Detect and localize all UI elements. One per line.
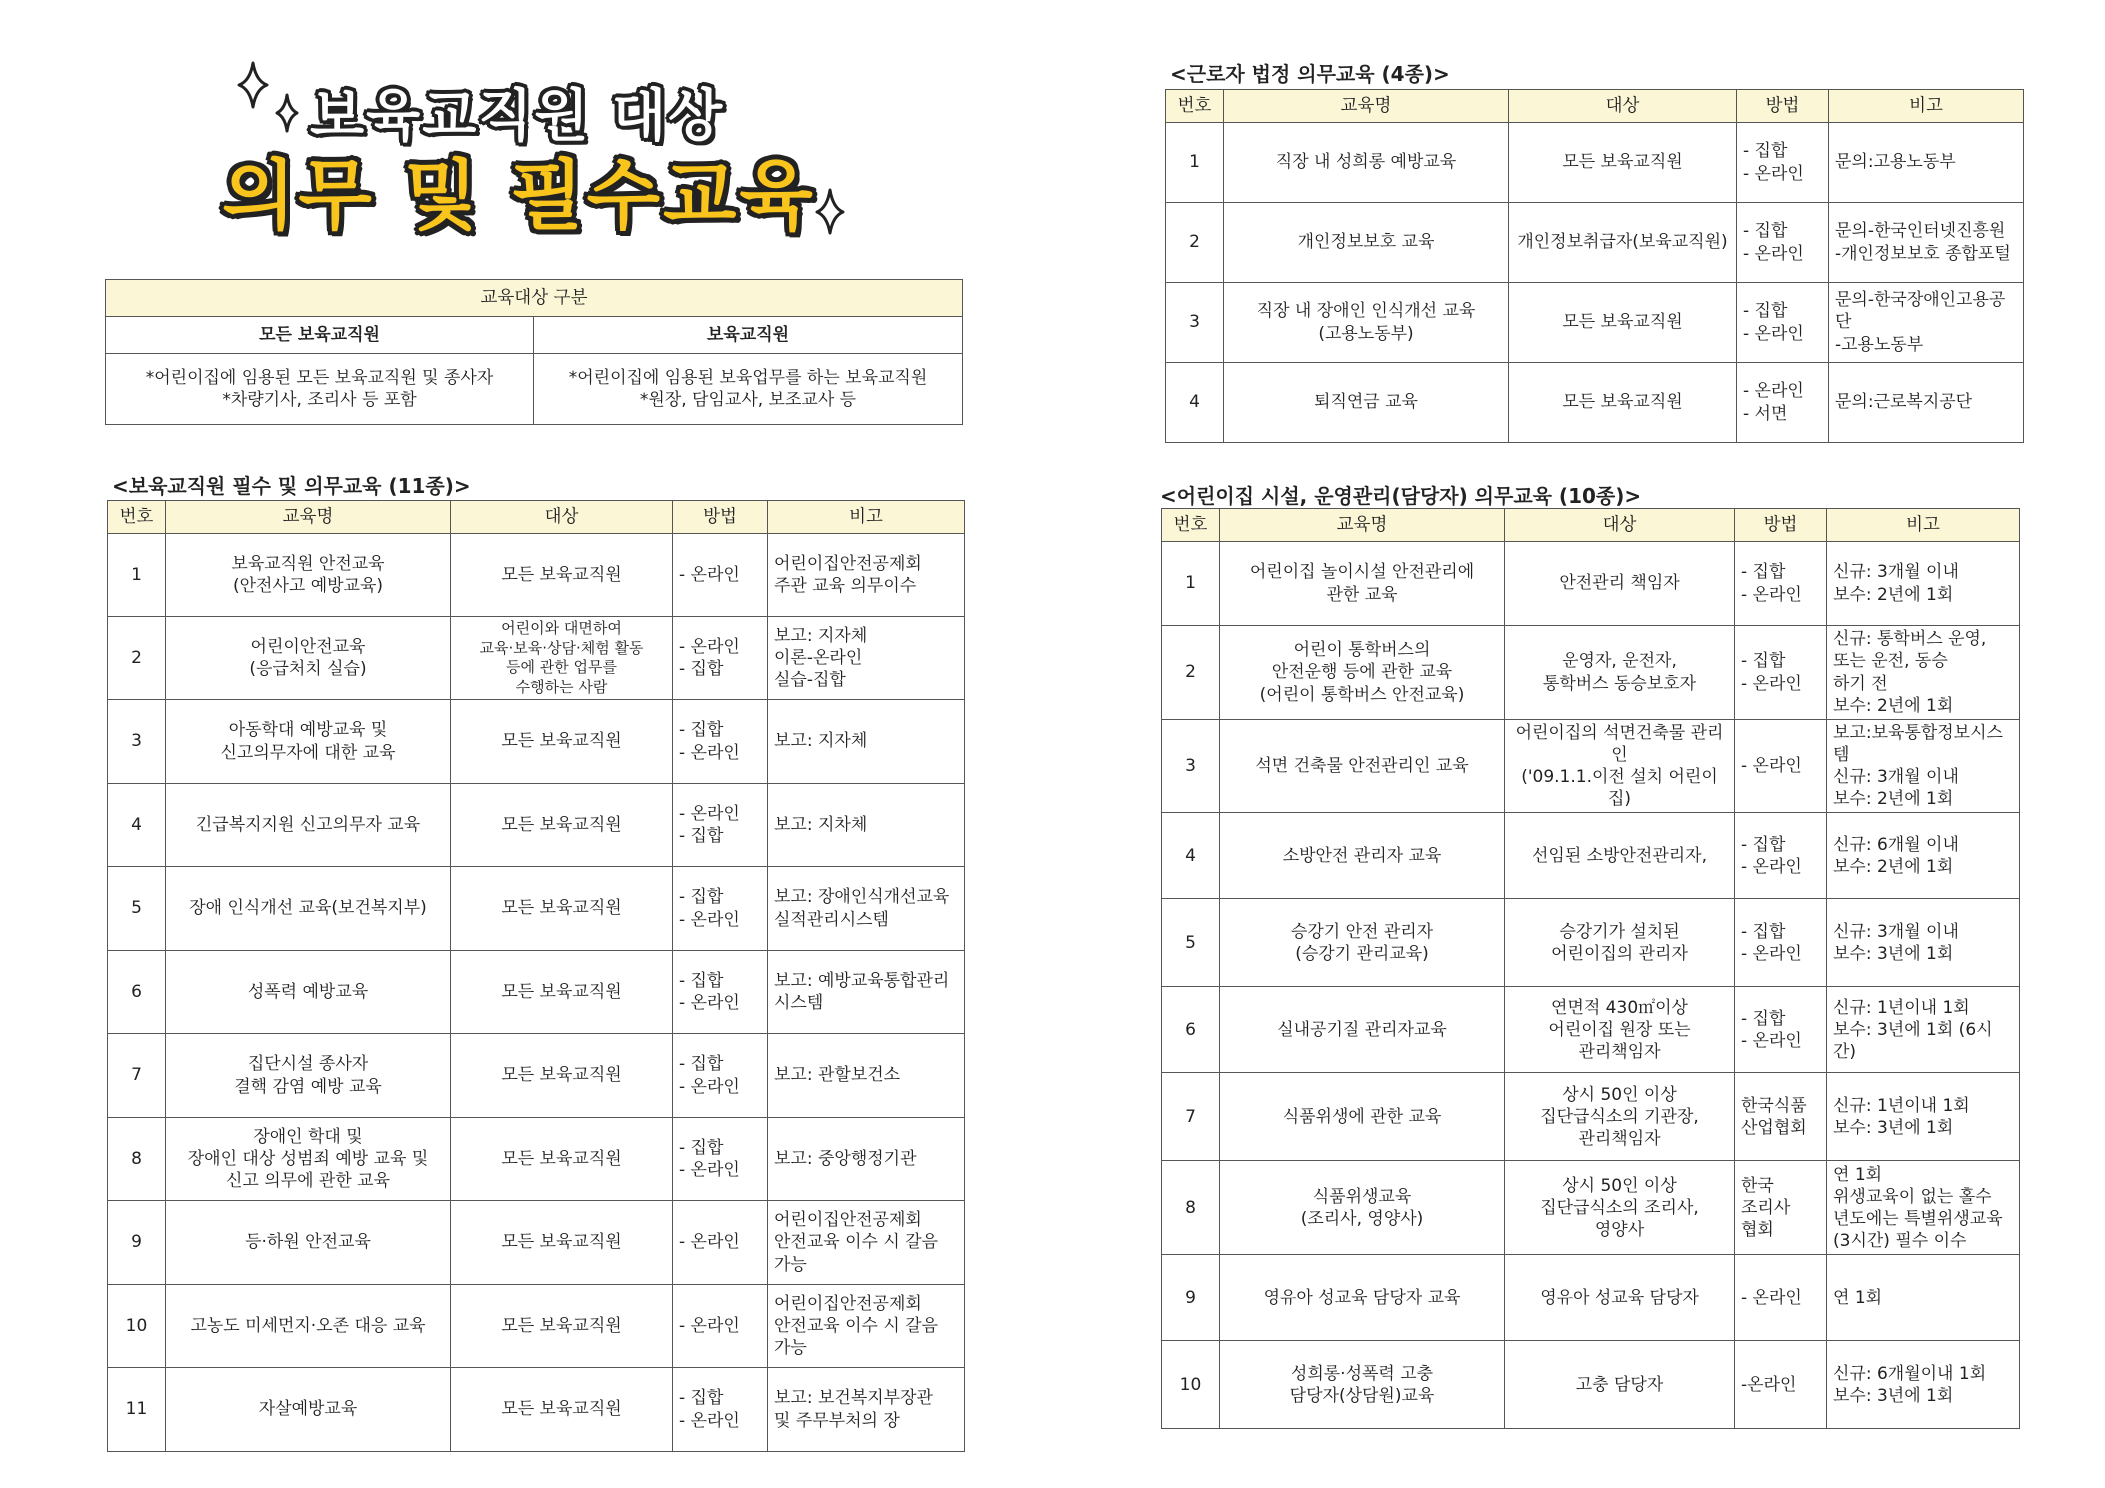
cell-name: 아동학대 예방교육 및 신고의무자에 대한 교육 [166, 700, 451, 784]
table-row [1162, 720, 2020, 813]
cell-method: - 온라인 [673, 534, 768, 617]
cell-name: 소방안전 관리자 교육 [1220, 813, 1505, 899]
cell-note: 신규: 6개월이내 1회 보수: 3년에 1회 [1827, 1341, 2020, 1429]
cell-no: 2 [1166, 203, 1224, 283]
table-row [1166, 283, 2024, 363]
cell-no: 5 [1162, 899, 1220, 987]
cell-target: 어린이집의 석면건축물 관리인 ('09.1.1.이전 설치 어린이집) [1505, 720, 1735, 813]
cell-method: - 집합 - 온라인 [1735, 542, 1827, 626]
header-name: 교육명 [1220, 509, 1505, 542]
cell-name: 자살예방교육 [166, 1368, 451, 1452]
cell-method: - 집합 - 온라인 [673, 1034, 768, 1118]
header-method: 방법 [1735, 509, 1827, 542]
cell-no: 2 [1162, 626, 1220, 720]
table-row [108, 1118, 965, 1201]
cell-target: 모든 보육교직원 [451, 534, 673, 617]
header-name: 교육명 [1224, 90, 1509, 123]
target-table [105, 279, 963, 425]
table-row [1162, 1073, 2020, 1161]
cell-name: 어린이집 놀이시설 안전관리에 관한 교육 [1220, 542, 1505, 626]
cell-name: 직장 내 성희롱 예방교육 [1224, 123, 1509, 203]
section-a-table [107, 500, 965, 1452]
cell-note: 보고: 보건복지부장관 및 주무부처의 장 [768, 1368, 965, 1452]
cell-target: 개인정보취급자(보육교직원) [1509, 203, 1737, 283]
cell-no: 4 [1166, 363, 1224, 443]
cell-target: 고충 담당자 [1505, 1341, 1735, 1429]
cell-note: 문의-한국장애인고용공단 -고용노동부 [1829, 283, 2024, 363]
target-col2-header: 보육교직원 [534, 317, 963, 354]
cell-target: 모든 보육교직원 [451, 1201, 673, 1285]
cell-method: - 온라인 [673, 1201, 768, 1285]
cell-target: 상시 50인 이상 집단급식소의 조리사, 영양사 [1505, 1161, 1735, 1255]
table-row [1162, 899, 2020, 987]
section-a-title: <보육교직원 필수 및 의무교육 (11종)> [112, 474, 471, 498]
cell-note: 보고: 지자체 [768, 700, 965, 784]
target-col1-line2: *차량기사, 조리사 등 포함 [222, 390, 417, 410]
cell-no: 3 [1166, 283, 1224, 363]
cell-method: - 집합 - 온라인 [1737, 203, 1829, 283]
table-row [1162, 542, 2020, 626]
cell-name: 승강기 안전 관리자 (승강기 관리교육) [1220, 899, 1505, 987]
cell-no: 4 [1162, 813, 1220, 899]
cell-method: - 온라인 - 서면 [1737, 363, 1829, 443]
cell-method: - 온라인 - 집합 [673, 617, 768, 700]
cell-note: 문의:고용노동부 [1829, 123, 2024, 203]
cell-name: 식품위생교육 (조리사, 영양사) [1220, 1161, 1505, 1255]
section-c-table [1161, 508, 2020, 1429]
cell-no: 6 [108, 951, 166, 1034]
header-name: 교육명 [166, 501, 451, 534]
table-row [108, 784, 965, 867]
cell-name: 등·하원 안전교육 [166, 1201, 451, 1285]
header-method: 방법 [673, 501, 768, 534]
cell-note: 신규: 3개월 이내 보수: 2년에 1회 [1827, 542, 2020, 626]
table-row [108, 951, 965, 1034]
cell-target: 모든 보육교직원 [451, 867, 673, 951]
cell-method: - 온라인 [1735, 720, 1827, 813]
table-row [1166, 123, 2024, 203]
cell-target: 어린이와 대면하여 교육·보육·상담·체험 활동 등에 관한 업무를 수행하는 사람 [451, 617, 673, 700]
cell-target: 모든 보육교직원 [1509, 123, 1737, 203]
cell-target: 연면적 430㎡이상 어린이집 원장 또는 관리책임자 [1505, 987, 1735, 1073]
cell-no: 10 [108, 1285, 166, 1368]
cell-no: 7 [108, 1034, 166, 1118]
target-col2-line1: *어린이집에 임용된 보육업무를 하는 보육교직원 [568, 367, 928, 388]
table-row [108, 534, 965, 617]
cell-method: - 집합 - 온라인 [673, 1118, 768, 1201]
cell-no: 7 [1162, 1073, 1220, 1161]
cell-target: 모든 보육교직원 [451, 1118, 673, 1201]
section-c-title: <어린이집 시설, 운영관리(담당자) 의무교육 (10종)> [1160, 484, 1642, 508]
table-row [108, 1201, 965, 1285]
target-col1-line1: *어린이집에 임용된 모든 보육교직원 및 종사자 [145, 367, 494, 388]
cell-no: 8 [1162, 1161, 1220, 1255]
target-col1-desc [106, 354, 534, 425]
page-title-line1: 보육교직원 대상 [310, 84, 725, 149]
cell-name: 개인정보보호 교육 [1224, 203, 1509, 283]
cell-name: 영유아 성교육 담당자 교육 [1220, 1255, 1505, 1341]
cell-note: 보고: 지자체 이론-온라인 실습-집합 [768, 617, 965, 700]
cell-method: - 집합 - 온라인 [1735, 813, 1827, 899]
cell-note: 연 1회 [1827, 1255, 2020, 1341]
table-row [108, 867, 965, 951]
cell-note: 문의:근로복지공단 [1829, 363, 2024, 443]
header-no: 번호 [1162, 509, 1220, 542]
cell-target: 선임된 소방안전관리자, [1505, 813, 1735, 899]
header-no: 번호 [108, 501, 166, 534]
cell-method: - 집합 - 온라인 [673, 951, 768, 1034]
cell-no: 2 [108, 617, 166, 700]
cell-note: 신규: 1년이내 1회 보수: 3년에 1회 (6시간) [1827, 987, 2020, 1073]
table-row [108, 1368, 965, 1452]
cell-no: 1 [108, 534, 166, 617]
cell-name: 장애인 학대 및 장애인 대상 성범죄 예방 교육 및 신고 의무에 관한 교육 [166, 1118, 451, 1201]
cell-note: 보고: 장애인식개선교육 실적관리시스템 [768, 867, 965, 951]
header-note: 비고 [768, 501, 965, 534]
table-row [1162, 626, 2020, 720]
section-b-title: <근로자 법정 의무교육 (4종)> [1170, 62, 1450, 86]
cell-note: 연 1회 위생교육이 없는 홀수 년도에는 특별위생교육 (3시간) 필수 이수 [1827, 1161, 2020, 1255]
cell-note: 보고: 예방교육통합관리 시스템 [768, 951, 965, 1034]
cell-no: 1 [1162, 542, 1220, 626]
table-row [1166, 363, 2024, 443]
cell-method: -온라인 [1735, 1341, 1827, 1429]
cell-no: 4 [108, 784, 166, 867]
cell-note: 어린이집안전공제회 안전교육 이수 시 갈음 가능 [768, 1285, 965, 1368]
cell-no: 5 [108, 867, 166, 951]
cell-method: - 온라인 [673, 1285, 768, 1368]
cell-no: 6 [1162, 987, 1220, 1073]
cell-no: 1 [1166, 123, 1224, 203]
cell-method: - 온라인 - 집합 [673, 784, 768, 867]
cell-name: 긴급복지지원 신고의무자 교육 [166, 784, 451, 867]
header-note: 비고 [1829, 90, 2024, 123]
page-title-line2: 의무 및 필수교육 [222, 151, 816, 240]
table-row [1162, 1161, 2020, 1255]
cell-target: 운영자, 운전자, 통학버스 동승보호자 [1505, 626, 1735, 720]
table-row [1162, 813, 2020, 899]
table-row [1162, 1341, 2020, 1429]
table-row [108, 1285, 965, 1368]
cell-name: 고농도 미세먼지·오존 대응 교육 [166, 1285, 451, 1368]
cell-target: 영유아 성교육 담당자 [1505, 1255, 1735, 1341]
cell-target: 모든 보육교직원 [451, 700, 673, 784]
cell-target: 모든 보육교직원 [451, 784, 673, 867]
cell-name: 장애 인식개선 교육(보건복지부) [166, 867, 451, 951]
cell-no: 10 [1162, 1341, 1220, 1429]
cell-note: 문의-한국인터넷진흥원 -개인정보보호 종합포털 [1829, 203, 2024, 283]
cell-target: 모든 보육교직원 [451, 1034, 673, 1118]
cell-method: - 집합 - 온라인 [673, 867, 768, 951]
cell-note: 보고: 관할보건소 [768, 1034, 965, 1118]
table-row [1166, 203, 2024, 283]
cell-target: 모든 보육교직원 [451, 1285, 673, 1368]
cell-note: 신규: 6개월 이내 보수: 2년에 1회 [1827, 813, 2020, 899]
cell-target: 모든 보육교직원 [451, 951, 673, 1034]
cell-target: 상시 50인 이상 집단급식소의 기관장, 관리책임자 [1505, 1073, 1735, 1161]
cell-note: 어린이집안전공제회 안전교육 이수 시 갈음 가능 [768, 1201, 965, 1285]
cell-method: - 집합 - 온라인 [1737, 123, 1829, 203]
cell-name: 식품위생에 관한 교육 [1220, 1073, 1505, 1161]
cell-name: 어린이 통학버스의 안전운행 등에 관한 교육 (어린이 통학버스 안전교육) [1220, 626, 1505, 720]
target-col1-header: 모든 보육교직원 [106, 317, 534, 354]
cell-note: 어린이집안전공제회 주관 교육 의무이수 [768, 534, 965, 617]
target-table-title: 교육대상 구분 [106, 280, 963, 317]
header-target: 대상 [1505, 509, 1735, 542]
cell-name: 어린이안전교육 (응급처치 실습) [166, 617, 451, 700]
cell-name: 성희롱·성폭력 고충 담당자(상담원)교육 [1220, 1341, 1505, 1429]
cell-name: 석면 건축물 안전관리인 교육 [1220, 720, 1505, 813]
cell-name: 직장 내 장애인 인식개선 교육 (고용노동부) [1224, 283, 1509, 363]
cell-no: 8 [108, 1118, 166, 1201]
cell-note: 보고:보육통합정보시스템 신규: 3개월 이내 보수: 2년에 1회 [1827, 720, 2020, 813]
table-row [108, 617, 965, 700]
cell-target: 모든 보육교직원 [1509, 363, 1737, 443]
table-row [108, 1034, 965, 1118]
cell-name: 실내공기질 관리자교육 [1220, 987, 1505, 1073]
cell-note: 신규: 통학버스 운영, 또는 운전, 동승 하기 전 보수: 2년에 1회 [1827, 626, 2020, 720]
cell-method: - 집합 - 온라인 [1735, 626, 1827, 720]
cell-method: - 온라인 [1735, 1255, 1827, 1341]
cell-target: 모든 보육교직원 [451, 1368, 673, 1452]
target-col2-desc [534, 354, 963, 425]
cell-target: 안전관리 책임자 [1505, 542, 1735, 626]
cell-method: - 집합 - 온라인 [673, 700, 768, 784]
cell-method: 한국식품 산업협회 [1735, 1073, 1827, 1161]
cell-method: - 집합 - 온라인 [1735, 899, 1827, 987]
cell-name: 집단시설 종사자 결핵 감염 예방 교육 [166, 1034, 451, 1118]
cell-method: - 집합 - 온라인 [673, 1368, 768, 1452]
cell-target: 승강기가 설치된 어린이집의 관리자 [1505, 899, 1735, 987]
table-row [108, 700, 965, 784]
header-target: 대상 [451, 501, 673, 534]
header-note: 비고 [1827, 509, 2020, 542]
table-row [1162, 987, 2020, 1073]
cell-name: 성폭력 예방교육 [166, 951, 451, 1034]
table-row [1162, 1255, 2020, 1341]
cell-target: 모든 보육교직원 [1509, 283, 1737, 363]
header-no: 번호 [1166, 90, 1224, 123]
cell-method: - 집합 - 온라인 [1737, 283, 1829, 363]
cell-name: 퇴직연금 교육 [1224, 363, 1509, 443]
header-method: 방법 [1737, 90, 1829, 123]
header-target: 대상 [1509, 90, 1737, 123]
cell-method: - 집합 - 온라인 [1735, 987, 1827, 1073]
cell-note: 보고: 중앙행정기관 [768, 1118, 965, 1201]
cell-note: 보고: 지차체 [768, 784, 965, 867]
cell-method: 한국 조리사 협회 [1735, 1161, 1827, 1255]
cell-no: 11 [108, 1368, 166, 1452]
cell-no: 3 [1162, 720, 1220, 813]
section-b-table [1165, 89, 2024, 443]
cell-no: 9 [1162, 1255, 1220, 1341]
cell-note: 신규: 3개월 이내 보수: 3년에 1회 [1827, 899, 2020, 987]
cell-name: 보육교직원 안전교육 (안전사고 예방교육) [166, 534, 451, 617]
target-col2-line2: *원장, 담임교사, 보조교사 등 [639, 390, 857, 410]
cell-no: 3 [108, 700, 166, 784]
cell-no: 9 [108, 1201, 166, 1285]
cell-note: 신규: 1년이내 1회 보수: 3년에 1회 [1827, 1073, 2020, 1161]
